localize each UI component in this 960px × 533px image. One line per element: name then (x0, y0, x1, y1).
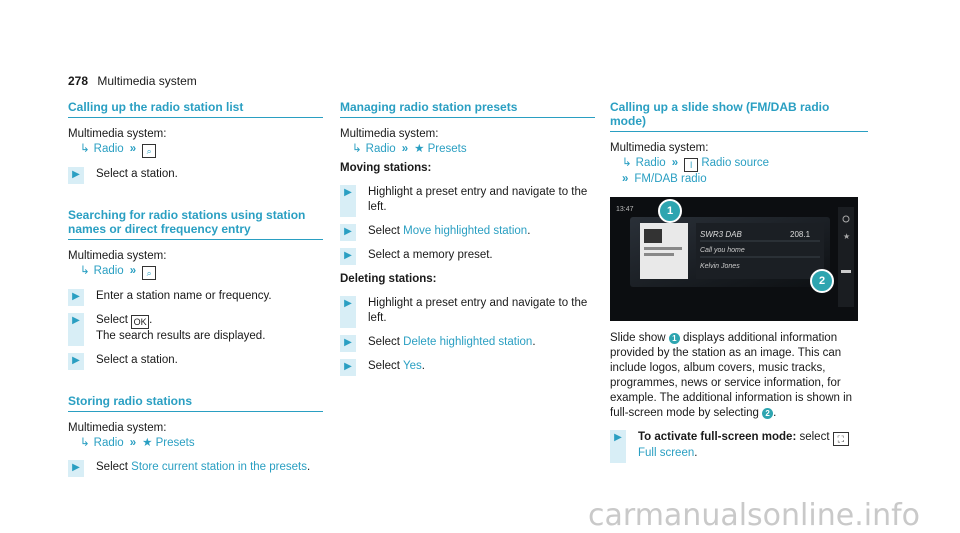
step-text: Select (368, 360, 400, 372)
section-heading: Searching for radio stations using station names or direct frequency entry (68, 208, 323, 240)
system-label: Multimedia system: (68, 250, 167, 262)
frequency-label: 208.1 (790, 230, 811, 239)
menu-link: Delete highlighted station (403, 336, 533, 348)
step-text: Select (368, 225, 400, 237)
bullet-icon: ▶ (68, 289, 84, 306)
callout-1: 1 (658, 199, 682, 223)
path-radio: Radio (93, 265, 124, 277)
step: ▶ Select Store current station in the presets. (68, 460, 323, 475)
song-label: Call you home (700, 247, 745, 254)
step (340, 185, 595, 215)
step-text: Select (96, 314, 128, 326)
path-radio: Radio (93, 437, 124, 449)
step: ▶ Select Yes. (340, 359, 595, 374)
subheading-deleting: Deleting stations: (340, 273, 437, 285)
menu-path (352, 142, 595, 157)
star-icon: ★ (142, 437, 153, 449)
desc-text: displays additional information provided by the station as an image. This can include logos, album covers, music tracks, programmes, news or service information, for example. The additional information is shown in full-screen mode by selecting (610, 332, 853, 419)
path-source: Radio source (701, 157, 770, 169)
return-arrow-icon: ↳ (622, 157, 632, 169)
step-text: Select (368, 336, 400, 348)
column-2 (340, 100, 595, 383)
bullet-icon: ▶ (340, 185, 356, 217)
step (68, 289, 323, 304)
double-chevron-icon: » (671, 157, 679, 169)
menu-link: Store current station in the presets (131, 461, 307, 473)
step-text: Select a memory preset. (368, 249, 493, 261)
step (68, 353, 323, 368)
step: ▶ Select Move highlighted station. (340, 224, 595, 239)
section-heading: Managing radio station presets (340, 100, 595, 118)
bullet-icon: ▶ (68, 460, 84, 477)
step-text: Enter a station name or frequency. (96, 290, 272, 302)
menu-path (80, 142, 323, 158)
watermark: carmanualsonline.info (588, 498, 920, 533)
fullscreen-icon: ⛶ (833, 432, 849, 446)
menu-path (622, 156, 868, 172)
double-chevron-icon: » (129, 265, 137, 277)
step-result: The search results are displayed. (96, 330, 266, 342)
menu-path (80, 264, 323, 280)
bullet-icon: ▶ (340, 224, 356, 241)
display-image (610, 197, 858, 321)
path-radio: Radio (365, 143, 396, 155)
bullet-icon: ▶ (340, 248, 356, 265)
step-text: Select a station. (96, 354, 178, 366)
step (68, 167, 323, 182)
step-bold: To activate full-screen mode: (638, 431, 797, 443)
step: ▶ To activate full-screen mode: select ⛶ Full screen. (610, 430, 868, 461)
system-label: Multimedia system: (68, 422, 167, 434)
bullet-icon: ▶ (68, 167, 84, 184)
step: ▶ Select OK . The search results are displayed. (68, 313, 323, 344)
bullet-icon: ▶ (340, 335, 356, 352)
path-radio: Radio (635, 157, 666, 169)
menu-link: Move highlighted station (403, 225, 528, 237)
page-title: Multimedia system (97, 74, 197, 88)
step-text: select (799, 431, 830, 443)
artist-label: Kelvin Jones (700, 263, 740, 270)
section-heading: Calling up a slide show (FM/DAB radio mode) (610, 100, 868, 132)
bullet-icon: ▶ (68, 313, 84, 346)
double-chevron-icon: » (129, 143, 137, 155)
return-arrow-icon: ↳ (80, 437, 90, 449)
bullet-icon: ▶ (340, 296, 356, 328)
callout-ref-2: 2 (762, 408, 773, 419)
bullet-icon: ▶ (68, 353, 84, 370)
star-icon: ★ (414, 143, 425, 155)
search-icon: ⌕ (142, 266, 156, 280)
column-1 (68, 100, 323, 484)
source-icon: ǀ (684, 158, 698, 172)
callout-2: 2 (810, 269, 834, 293)
desc-text: Slide show (610, 332, 666, 344)
column-3 (610, 100, 868, 470)
system-label: Multimedia system: (68, 128, 167, 140)
path-presets: Presets (427, 143, 467, 155)
step (340, 296, 595, 326)
return-arrow-icon: ↳ (80, 143, 90, 155)
menu-link: Yes (402, 360, 422, 372)
page-number: 278 (68, 74, 89, 88)
step-text: Select (96, 461, 128, 473)
step-text: Highlight a preset entry and navigate to the left. (368, 297, 588, 324)
step-text: Highlight a preset entry and navigate to the left. (368, 186, 588, 213)
display-screenshot (610, 197, 858, 321)
path-radio: Radio (93, 143, 124, 155)
station-label: SWR3 DAB (700, 230, 742, 239)
section-heading: Calling up the radio station list (68, 100, 323, 118)
subheading-moving: Moving stations: (340, 162, 432, 174)
step: ▶ Select Delete highlighted station. (340, 335, 595, 350)
menu-path (80, 436, 323, 451)
clock-label: 13:47 (616, 206, 634, 213)
description: Slide show 1 displays additional information provided by the station as an image. This can include logos, album covers, music tracks, programmes, news or service information, for example. The additional information is shown in full-screen mode by selecting 2 . (610, 332, 853, 419)
return-arrow-icon: ↳ (80, 265, 90, 277)
menu-path-cont (622, 172, 868, 187)
step (340, 248, 595, 263)
callout-ref-1: 1 (669, 333, 680, 344)
system-label: Multimedia system: (610, 142, 709, 154)
double-chevron-icon: » (401, 143, 409, 155)
page-header (68, 74, 197, 88)
return-arrow-icon: ↳ (352, 143, 362, 155)
bullet-icon: ▶ (610, 430, 626, 463)
step-text: Select a station. (96, 168, 178, 180)
double-chevron-icon: » (129, 437, 137, 449)
ok-key-icon: OK (131, 315, 149, 329)
menu-link: Full screen (638, 447, 695, 459)
search-icon: ⌕ (142, 144, 156, 158)
section-heading: Storing radio stations (68, 394, 323, 412)
svg-text:★: ★ (843, 232, 851, 241)
system-label: Multimedia system: (340, 128, 439, 140)
path-presets: Presets (155, 437, 195, 449)
double-chevron-icon: » (622, 173, 629, 185)
bullet-icon: ▶ (340, 359, 356, 376)
path-fmdab: FM/DAB radio (634, 173, 707, 185)
